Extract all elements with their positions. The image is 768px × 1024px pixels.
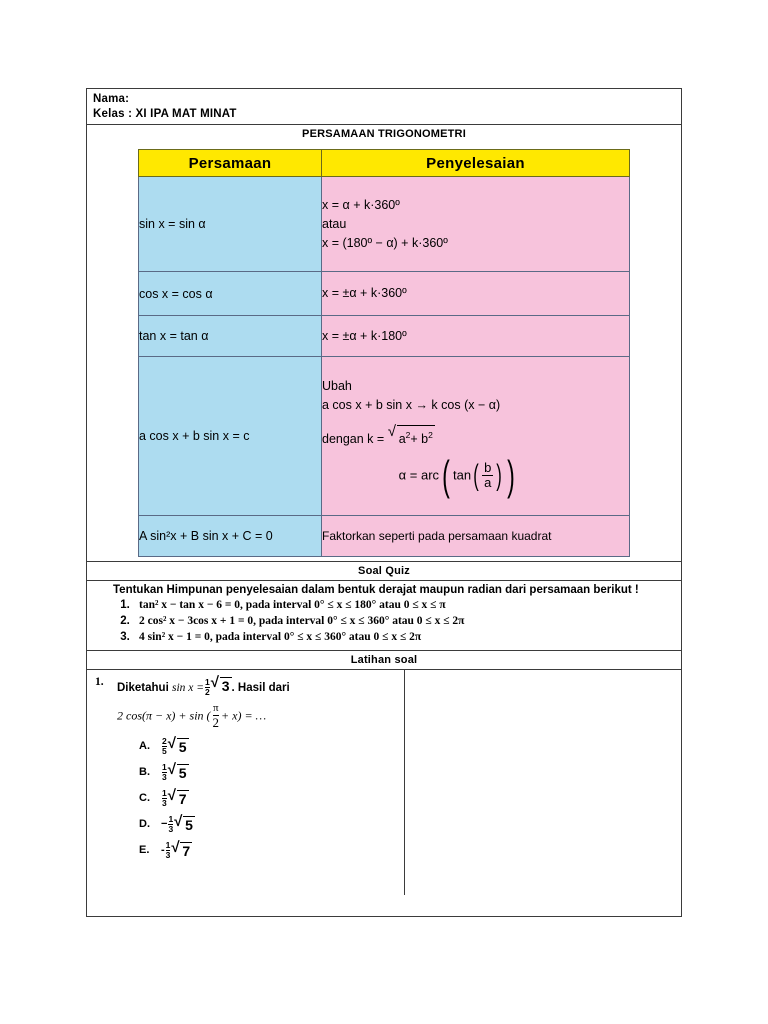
solution-quadratic: [322, 516, 630, 557]
quiz-intro: Tentukan Himpunan penyelesaian dalam bentuk derajat maupun radian dari persamaan berikut !: [113, 584, 639, 596]
question-text: [117, 676, 400, 697]
option-label: D.: [139, 818, 150, 831]
fraction-numerator: b: [484, 460, 492, 476]
latihan-right-column: [405, 670, 681, 895]
sqrt-icon: [388, 424, 435, 449]
question-prefix: Diketahui: [117, 682, 169, 694]
column-header-persamaan: Persamaan: [139, 150, 322, 177]
b-over-a-fraction: [482, 461, 493, 489]
worksheet-page: [86, 88, 682, 917]
latihan-question: [95, 676, 400, 697]
equation-tan: tan x = tan α: [139, 316, 322, 357]
fraction-numerator: 1: [205, 677, 210, 688]
option-label: B.: [139, 766, 150, 779]
section-title-soal-quiz: Soal Quiz: [87, 561, 681, 581]
quiz-item: [133, 613, 671, 629]
kelas-label: Kelas : XI IPA MAT MINAT: [93, 108, 237, 120]
fraction-numerator: 1: [168, 813, 174, 824]
fraction-numerator: 1: [162, 787, 167, 798]
pi-over-two-fraction: [213, 703, 220, 729]
exponent: 2: [405, 429, 411, 440]
radicand: 5: [185, 817, 193, 834]
fraction-denominator: a: [484, 475, 492, 491]
table-row: [139, 177, 630, 272]
left-paren-icon: (: [442, 451, 450, 499]
question-number: 1.: [95, 676, 104, 688]
table-row: [139, 516, 630, 557]
option-e[interactable]: [95, 834, 400, 860]
trig-table: [138, 149, 630, 557]
sqrt-icon: [171, 841, 192, 859]
question-suffix: . Hasil dari: [231, 682, 290, 694]
quiz-item-list: [113, 597, 671, 645]
option-sign: -: [161, 844, 165, 857]
k-prefix: dengan k =: [322, 431, 385, 446]
radicand: 7: [178, 791, 187, 808]
quiz-item-text: tan² x − tan x − 6 = 0, pada interval 0° ≤ x ≤ 180° atau 0 ≤ x ≤ π: [139, 599, 446, 611]
option-c[interactable]: [95, 782, 400, 808]
quiz-item: [133, 597, 671, 613]
equation-cos: cos x = cos α: [139, 272, 322, 316]
trig-table-wrap: [87, 143, 681, 561]
solution-acosbsin: [322, 357, 630, 516]
k-formula: [322, 424, 629, 449]
option-label: C.: [139, 792, 150, 805]
expression-part-b: + x) = …: [221, 708, 267, 723]
solution-line: atau: [322, 216, 347, 231]
option-sign: −: [161, 818, 168, 831]
fraction-denominator: 2: [212, 715, 220, 731]
fraction-denominator: 3: [162, 797, 167, 808]
sqrt-icon: [211, 676, 232, 694]
option-a[interactable]: [95, 730, 400, 756]
solution-line: x = ±α + k·180º: [322, 328, 407, 343]
fraction-numerator: 2: [162, 735, 167, 746]
solution-cos: [322, 272, 630, 316]
quiz-item-text: 2 cos² x − 3cos x + 1 = 0, pada interval 0° ≤ x ≤ 360° atau 0 ≤ x ≤ 2π: [139, 615, 465, 627]
table-row: [139, 316, 630, 357]
sqrt-icon: [168, 737, 189, 755]
equation-acosbsin: a cos x + b sin x = c: [139, 357, 322, 516]
radicand: 5: [178, 765, 187, 782]
fraction-numerator: 1: [165, 839, 171, 850]
table-header-row: [139, 150, 630, 177]
question-sin-expr: sin x =: [171, 682, 205, 694]
half-fraction: [205, 678, 210, 697]
fraction-numerator: π: [213, 702, 219, 715]
radicand: 5: [178, 739, 187, 756]
equation-quadratic: A sin²x + B sin x + C = 0: [139, 516, 322, 557]
fraction-numerator: 1: [162, 761, 167, 772]
solution-line: Faktorkan seperti pada persamaan kuadrat: [322, 528, 552, 543]
solution-line: x = (180º − α) + k·360º: [322, 235, 448, 250]
option-label: A.: [139, 740, 150, 753]
radicand: 7: [182, 843, 191, 860]
fraction-denominator: 3: [168, 823, 174, 834]
solution-line: a cos x + b sin x → k cos (x − α): [322, 397, 501, 412]
expression-part-a: 2 cos(π − x) + sin (: [117, 708, 211, 723]
page-title: PERSAMAAN TRIGONOMETRI: [302, 128, 466, 140]
alpha-tan: tan: [453, 467, 472, 483]
table-row: [139, 357, 630, 516]
latihan-left-column: [87, 670, 405, 895]
quiz-item-text: 4 sin² x − 1 = 0, pada interval 0° ≤ x ≤ 360° atau 0 ≤ x ≤ 2π: [139, 631, 422, 643]
nama-label: Nama:: [93, 93, 130, 105]
fraction-denominator: 3: [162, 771, 167, 782]
right-paren-icon: ): [496, 458, 503, 492]
option-fraction: [162, 789, 167, 808]
solution-line: x = ±α + k·360º: [322, 286, 407, 300]
option-fraction: [166, 841, 171, 860]
quiz-body: [87, 581, 681, 650]
option-label: E.: [139, 844, 150, 857]
equation-sin: sin x = sin α: [139, 177, 322, 272]
fraction-denominator: 5: [162, 745, 167, 756]
alpha-equals-arc: α = arc: [398, 467, 440, 483]
solution-line: Ubah: [322, 378, 352, 393]
alpha-formula: [322, 449, 629, 499]
solution-sin: [322, 177, 630, 272]
sqrt-icon: [174, 815, 195, 833]
quiz-item: [133, 629, 671, 645]
table-row: [139, 272, 630, 316]
identity-block: [87, 89, 681, 125]
left-paren-icon: (: [473, 458, 479, 492]
fraction-denominator: 3: [165, 849, 171, 860]
exponent: 2: [428, 429, 433, 440]
radicand-a: a: [398, 431, 406, 446]
sqrt-icon: [168, 763, 189, 781]
solution-tan: [322, 316, 630, 357]
radicand-plus-b: + b: [410, 431, 429, 446]
latihan-grid: [87, 670, 681, 895]
sqrt-icon: [168, 789, 189, 807]
option-fraction: [162, 737, 167, 756]
option-fraction: [162, 763, 167, 782]
radicand: 3: [221, 678, 230, 694]
fraction-denominator: 2: [205, 687, 210, 698]
right-paren-icon: ): [507, 451, 516, 499]
latihan-expression: [95, 697, 400, 729]
option-fraction: [168, 815, 173, 834]
option-b[interactable]: [95, 756, 400, 782]
section-title-latihan-soal: Latihan soal: [87, 650, 681, 670]
option-d[interactable]: [95, 808, 400, 834]
solution-line: x = α + k·360º: [322, 197, 400, 212]
column-header-penyelesaian: Penyelesaian: [322, 150, 630, 177]
